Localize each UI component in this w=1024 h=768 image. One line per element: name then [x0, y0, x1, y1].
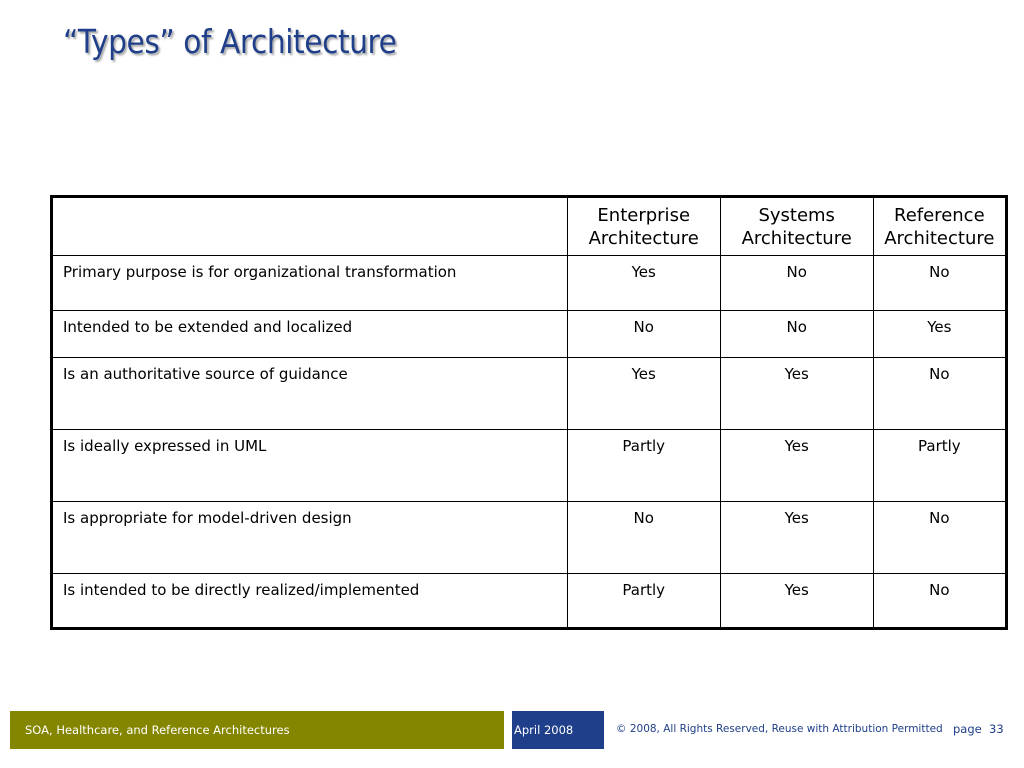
table-row — [52, 358, 1007, 430]
header-cell-empty — [52, 197, 568, 256]
table-row — [52, 502, 1007, 574]
cell-reference: Yes — [873, 311, 1006, 358]
footer-date: April 2008 — [514, 723, 574, 737]
cell-systems: No — [720, 256, 873, 311]
header-cell-reference: Reference Architecture — [873, 197, 1006, 256]
header-cell-enterprise: Enterprise Architecture — [567, 197, 720, 256]
cell-enterprise: No — [567, 502, 720, 574]
cell-reference: No — [873, 574, 1006, 629]
table-row — [52, 430, 1007, 502]
row-label: Intended to be extended and localized — [52, 311, 568, 358]
row-label: Primary purpose is for organizational transformation — [52, 256, 568, 311]
row-label: Is appropriate for model-driven design — [52, 502, 568, 574]
cell-enterprise: Partly — [567, 574, 720, 629]
cell-systems: Yes — [720, 358, 873, 430]
footer-date-bar — [512, 711, 604, 749]
cell-enterprise: Yes — [567, 256, 720, 311]
header-cell-systems: Systems Architecture — [720, 197, 873, 256]
cell-systems: No — [720, 311, 873, 358]
cell-enterprise: Yes — [567, 358, 720, 430]
row-label: Is intended to be directly realized/implemented — [52, 574, 568, 629]
slide-title: “Types” of Architecture — [63, 22, 397, 61]
footer-title-bar — [10, 711, 504, 749]
table-row — [52, 311, 1007, 358]
footer-copyright: © 2008, All Rights Reserved, Reuse with Attribution Permitted — [616, 723, 943, 735]
cell-reference: No — [873, 502, 1006, 574]
row-label: Is an authoritative source of guidance — [52, 358, 568, 430]
cell-systems: Yes — [720, 502, 873, 574]
table-row — [52, 574, 1007, 629]
cell-enterprise: Partly — [567, 430, 720, 502]
cell-systems: Yes — [720, 430, 873, 502]
footer-page-number — [953, 722, 1004, 736]
cell-reference: No — [873, 358, 1006, 430]
cell-systems: Yes — [720, 574, 873, 629]
cell-reference: No — [873, 256, 1006, 311]
footer-page-label: page — [953, 722, 982, 736]
row-label: Is ideally expressed in UML — [52, 430, 568, 502]
cell-reference: Partly — [873, 430, 1006, 502]
footer-presentation-title: SOA, Healthcare, and Reference Architectures — [25, 723, 290, 737]
architecture-types-table — [50, 195, 1008, 630]
table-header-row — [52, 197, 1007, 256]
cell-enterprise: No — [567, 311, 720, 358]
table-row — [52, 256, 1007, 311]
footer-page-value: 33 — [989, 722, 1004, 736]
